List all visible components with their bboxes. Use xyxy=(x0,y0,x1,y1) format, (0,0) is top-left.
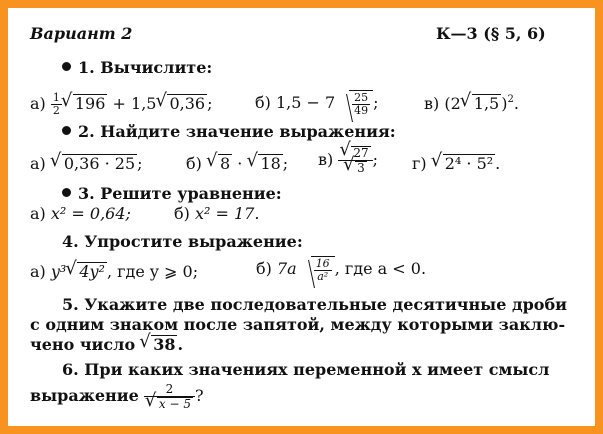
task6-line2: выражение 2 √ x − 5 ? xyxy=(30,382,204,411)
task2-title: 2. Найдите значение выражения: xyxy=(78,122,396,141)
sqrt-fraction: $\frac{16}{\text{a²}}$ xyxy=(297,256,335,283)
sqrt-expr: √ 1,5 xyxy=(461,92,501,116)
fraction: 2 √ x − 5 xyxy=(144,382,195,411)
math-text: 1,5 − 7 xyxy=(275,93,336,112)
sqrt-expr: √ 2⁴ · 5² xyxy=(432,152,495,176)
task3-b xyxy=(174,202,259,226)
bullet-icon xyxy=(62,126,71,135)
task1-title: 1. Вычислите: xyxy=(78,58,213,77)
item-label: в) xyxy=(318,150,334,169)
item-label: б) xyxy=(255,93,271,112)
sqrt-expr: √ 4y² xyxy=(66,260,107,284)
item-label: б) xyxy=(186,154,202,173)
equation: x² = 17. xyxy=(194,204,260,223)
task2-b: б) √ 8 · √ 18 ; xyxy=(186,152,288,176)
task4-a: а) y³√ 4y² , где y ⩾ 0; xyxy=(30,260,198,284)
sqrt-fraction: √ 27 √ 3 xyxy=(338,146,372,175)
sqrt-expr: √ 38 xyxy=(140,333,177,357)
task5-line3: чено число √ 38 . xyxy=(30,333,183,357)
task5-line2: с одним знаком после запятой, между которыми заклю- xyxy=(30,315,566,334)
item-label: г) xyxy=(412,154,427,173)
fraction: $\frac{1}{2}$ xyxy=(52,91,60,117)
sqrt-fraction: $\frac{25}{49}$ xyxy=(335,90,373,117)
task1-items: а) $\frac{1}{2}$ √ 196 + 1,5√ 0,36 ; xyxy=(30,92,212,117)
item-label: а) xyxy=(30,94,46,113)
task5-line1: 5. Укажите две последовательные десятичные дроби xyxy=(62,295,567,314)
task4-b: б) 7a $\frac{16}{\text{a²}}$ , где a < 0. xyxy=(256,257,427,283)
task1-heading xyxy=(62,56,212,80)
task4-heading xyxy=(62,230,303,254)
sqrt-expr: √ 0,36 xyxy=(156,92,207,116)
bullet-icon xyxy=(62,62,71,71)
task2-c: в) √ 27 √ 3 ; xyxy=(318,146,378,175)
sqrt-expr: √ 18 xyxy=(247,152,282,176)
task1-c: в) (2√ 1,5 )$^2$. xyxy=(424,92,519,116)
sqrt-expr: √ 0,36 · 25 xyxy=(51,152,137,176)
sqrt-expr: √ 8 xyxy=(207,152,232,176)
item-label: а) xyxy=(30,154,46,173)
item-label: а) xyxy=(30,204,46,223)
variant-title: Вариант 2 xyxy=(30,24,133,43)
task6-line1: 6. При каких значениях переменной x имеет смысл xyxy=(62,360,550,379)
item-label: а) xyxy=(30,262,46,281)
task2-d: г) √ 2⁴ · 5² . xyxy=(412,152,500,176)
task4-title: 4. Упростите выражение: xyxy=(62,232,303,251)
task1-b: б) 1,5 − 7 $\frac{25}{49}$ ; xyxy=(255,91,379,117)
item-label: б) xyxy=(174,204,190,223)
work-code: К—3 (§ 5, 6) xyxy=(436,24,546,43)
task3-a xyxy=(30,202,131,226)
task2-a: а) √ 0,36 · 25 ; xyxy=(30,152,143,176)
equation: x² = 0,64; xyxy=(50,204,131,223)
item-label: в) xyxy=(424,94,440,113)
bullet-icon xyxy=(62,188,71,197)
item-label: б) xyxy=(256,259,272,278)
math-text: + 1,5 xyxy=(112,94,157,113)
sqrt-expr: √ 196 xyxy=(62,92,108,116)
task3-title: 3. Решите уравнение: xyxy=(78,184,282,203)
